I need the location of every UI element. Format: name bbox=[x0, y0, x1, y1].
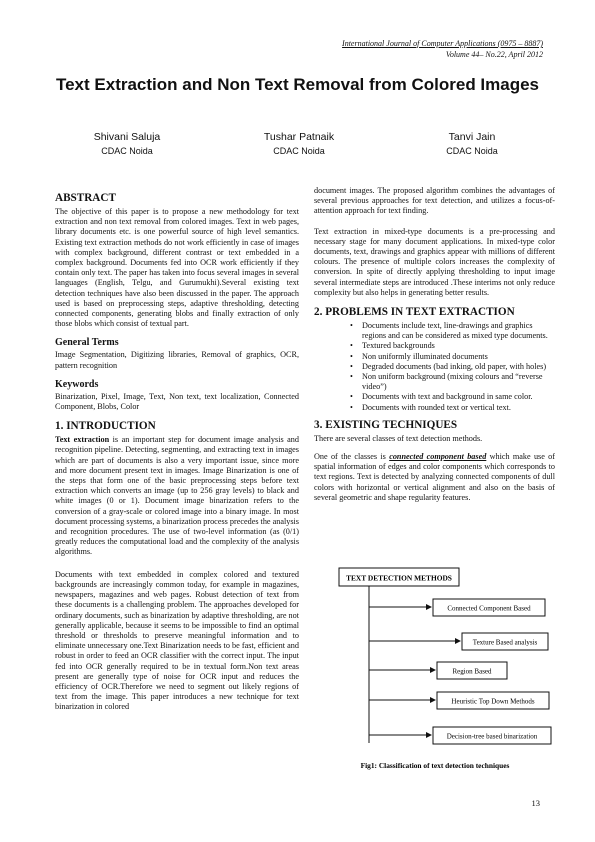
author-2 bbox=[224, 130, 374, 158]
left-column bbox=[55, 186, 299, 721]
root-label: TEXT DETECTION METHODS bbox=[346, 573, 452, 583]
existing-p2-end: which make use of spatial information of edges and color components which corresponds to text regions. Text is detected by analyzing connected components of dull colors with horizontal or vertical alignment and also on the basis of several geometric and shape regularity features. bbox=[314, 452, 555, 502]
author-affiliation: CDAC Noida bbox=[446, 146, 498, 156]
right-column bbox=[314, 186, 555, 511]
keywords-heading: Keywords bbox=[55, 378, 99, 390]
keywords-text: Binarization, Pixel, Image, Text, Non text, text localization, Connected Component, Blobs, Color bbox=[55, 391, 299, 412]
text-detection-methods-diagram bbox=[325, 565, 555, 780]
author-name: Tanvi Jain bbox=[448, 131, 496, 143]
connected-component-term: connected component based bbox=[389, 452, 487, 462]
list-item: • Documents with text and background in same color. bbox=[362, 392, 555, 402]
child-label: Region Based bbox=[452, 667, 492, 676]
existing-paragraph-2 bbox=[314, 452, 555, 503]
existing-paragraph-1: There are several classes of text detection methods. bbox=[314, 433, 483, 443]
abstract-text: The objective of this paper is to propose a new methodology for text extraction and non text removal from colored images. Text in web pages, library documents etc. is one powerful source of high level semantics. Existing text extraction methods do not work efficiently in case of images with complex background, different contrast or text embedded in a complex background. Documents fed into OCR work efficiently if they contain only text. The paper has taken into focus several images in several languages (English, Telgu, and Gurumukhi).Several existing text detection techniques have also been discussed in the paper. The approach used is based on preprocessing steps, adaptive thresholding, detecting connected components, generating blobs and finally extraction of only those blobs which consist of textual part. bbox=[55, 207, 299, 329]
author-3 bbox=[397, 130, 547, 158]
journal-volume: Volume 44– No.22, April 2012 bbox=[445, 50, 543, 59]
child-label: Heuristic Top Down Methods bbox=[451, 697, 535, 706]
author-name: Shivani Saluja bbox=[93, 131, 161, 143]
list-item: • Documents with rounded text or vertical text. bbox=[362, 403, 555, 413]
journal-name: International Journal of Computer Applications (0975 – 8887) bbox=[342, 39, 543, 48]
list-item: • Textured backgrounds bbox=[362, 341, 555, 351]
author-affiliation: CDAC Noida bbox=[101, 146, 153, 156]
list-item: • Degraded documents (bad inking, old paper, with holes) bbox=[362, 362, 555, 372]
intro-paragraph-1-text: is an important step for document image analysis and recognition pipeline. Detecting, segmenting, and extracting text in images which are part of documents is also a very important issue, since more and more document present text in images. Image Binarization is one of the steps that form one of the basic preprocessing steps before text extraction which converts an image (up to 256 gray levels) to black and white images (0 or 1). Document image binarization refers to the conversion of a gray-scale or colored image into a binary image. In most document processing systems, a binarization process precedes the analysis and recognition procedures. The use of two-level information (as (0/1) greatly reduces the computational load and the complexity of the analysis algorithms. bbox=[55, 435, 299, 557]
problems-list bbox=[314, 321, 555, 413]
intro-lead-term: Text extraction bbox=[55, 435, 110, 445]
child-label: Connected Component Based bbox=[447, 604, 531, 613]
child-label: Decision-tree based binarization bbox=[446, 732, 538, 741]
general-terms-heading: General Terms bbox=[55, 337, 119, 349]
introduction-paragraph-2: Documents with text embedded in complex colored and textured backgrounds are increasingly common today, for example in magazines, newspapers, magazines and web pages. Robust detection of text from these documents is a challenging problem. The approaches developed for ordinary documents, such as binarization by adaptive thresholding, are not generally applicable, because it seems to be impossible to find an optimal threshold or thresholds to preserve meaningful information and to eliminate unnecessary one.Text Binarization needs to be fast, efficient and robust in order to feed an OCR classifier with the correct input. The input fed into OCR generally required to be in textual form.Non text areas present are generally type of noise for OCR input and reduces the efficiency of OCR.Therefore we need to segment out likely regions of text from the image. This paper introduces a new technique for text binarization in colored bbox=[55, 569, 299, 712]
introduction-paragraph-1 bbox=[55, 435, 299, 557]
child-label: Texture Based analysis bbox=[472, 638, 538, 647]
author-name: Tushar Patnaik bbox=[263, 131, 335, 143]
journal-header bbox=[342, 38, 543, 60]
introduction-paragraph-3: document images. The proposed algorithm combines the advantages of several previous approaches for text detection, and utilizes a focus-of-attention approach for text finding. bbox=[314, 186, 555, 216]
introduction-heading: 1. INTRODUCTION bbox=[55, 420, 156, 433]
list-item: • Documents include text, line-drawings and graphics regions and can be considered as mixed type documents. bbox=[362, 321, 555, 341]
page-number: 13 bbox=[531, 798, 540, 808]
figure-caption: Fig1: Classification of text detection techniques bbox=[360, 761, 510, 770]
list-item: • Non uniform background (mixing colours and “reverse video”) bbox=[362, 372, 555, 392]
abstract-heading: ABSTRACT bbox=[55, 192, 116, 204]
introduction-paragraph-4: Text extraction in mixed-type documents is a pre-processing and necessary stage for many document applications. In mixed-type color documents, text, drawings and graphics appear with millions of different colours. The presence of multiple colors increases the complexity of conversion. In spite of directly applying thresholding to input image several intermediate steps are introduced .These interims not only reduce complexity but also helps in generating better results. bbox=[314, 226, 555, 297]
list-item: • Non uniformly illuminated documents bbox=[362, 352, 555, 362]
existing-p2-start: One of the classes is bbox=[314, 452, 390, 462]
author-affiliation: CDAC Noida bbox=[273, 146, 325, 156]
general-terms-text: Image Segmentation, Digitizing libraries, Removal of graphics, OCR, pattern recognition bbox=[55, 350, 299, 370]
problems-heading: 2. PROBLEMS IN TEXT EXTRACTION bbox=[314, 306, 515, 319]
paper-title: Text Extraction and Non Text Removal from Colored Images bbox=[55, 75, 540, 94]
author-1 bbox=[52, 130, 202, 158]
existing-techniques-heading: 3. EXISTING TECHNIQUES bbox=[314, 418, 458, 431]
